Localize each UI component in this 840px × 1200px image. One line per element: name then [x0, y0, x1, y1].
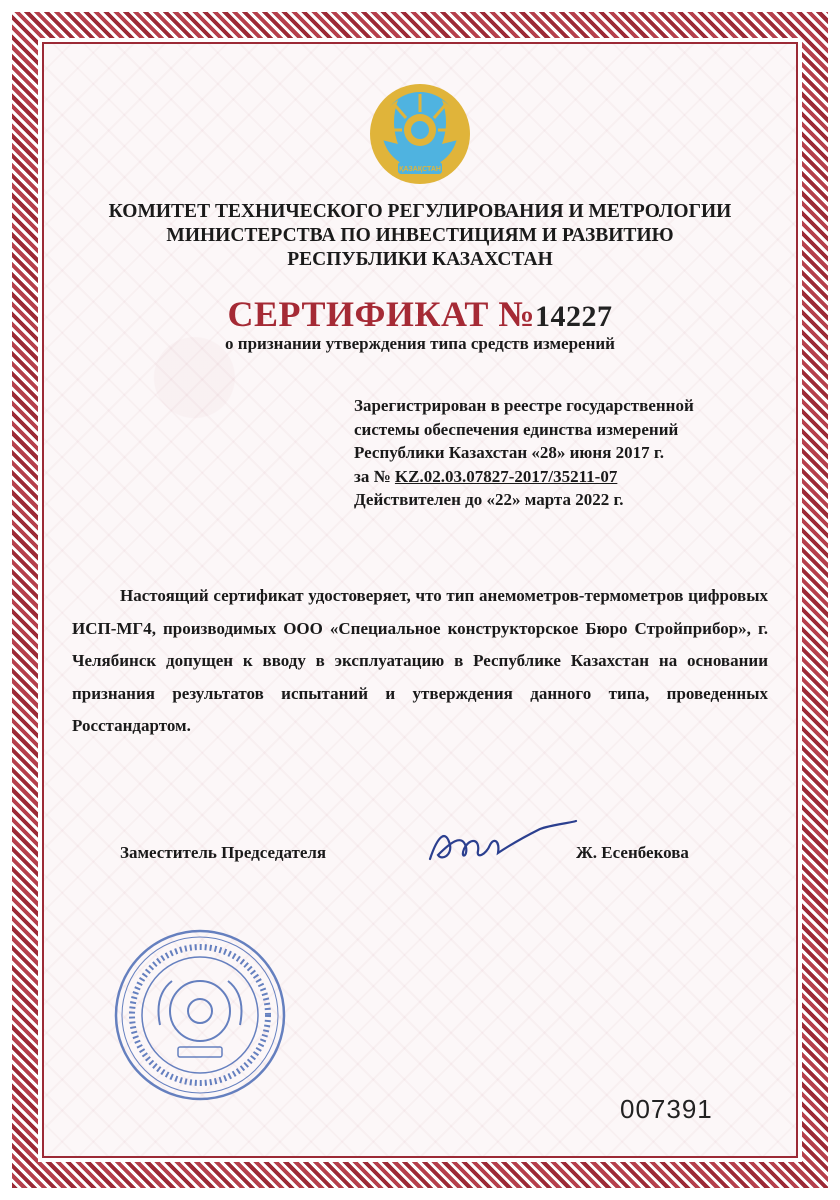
- registration-number-prefix: за №: [354, 466, 395, 486]
- handwritten-signature: [420, 815, 580, 875]
- certificate-body-text: Настоящий сертификат удостоверяет, что тип анемометров-термометров цифровых ИСП-МГ4, производимых ООО «Специальное конструкторское Бюро Стройприбор», г. Челябинск допущен к вводу в эксплуатацию в Республике Казахстан на основании признания результатов испытаний и утверждения данного типа, проведенных Росстандартом.: [72, 586, 768, 735]
- registration-line-1: Зарегистрирован в реестре государственной: [354, 396, 694, 415]
- registration-line-4: [354, 465, 794, 489]
- registration-line-3: Республики Казахстан «28» июня 2017 г.: [354, 443, 664, 462]
- signatory-position: Заместитель Председателя: [120, 843, 327, 862]
- registration-number: KZ.02.03.07827-2017/35211-07: [394, 466, 618, 486]
- serial-number: 007391: [620, 1094, 713, 1124]
- header-line-3: РЕСПУБЛИКИ КАЗАХСТАН: [287, 249, 553, 270]
- kazakhstan-coat-of-arms-icon: [368, 82, 472, 186]
- certificate-number: 14227: [535, 300, 613, 333]
- header-line-2: МИНИСТЕРСТВА ПО ИНВЕСТИЦИЯМ И РАЗВИТИЮ: [166, 225, 674, 246]
- validity-line: Действителен до «22» марта 2022 г.: [354, 490, 624, 509]
- signatory-name: Ж. Есенбекова: [576, 843, 689, 862]
- registration-line-2: системы обеспечения единства измерений: [354, 419, 679, 439]
- certificate-title: [40, 292, 800, 339]
- header-line-1: КОМИТЕТ ТЕХНИЧЕСКОГО РЕГУЛИРОВАНИЯ И МЕТРОЛОГИИ: [108, 201, 732, 222]
- official-round-seal-icon: [110, 925, 290, 1105]
- registration-block: [354, 394, 794, 512]
- svg-text:ҚАЗАҚСТАН: ҚАЗАҚСТАН: [399, 166, 441, 173]
- certificate-subtitle: о признании утверждения типа средств измерений: [225, 334, 615, 353]
- issuing-authority-header: [40, 200, 800, 272]
- certificate-label: СЕРТИФИКАТ №: [227, 294, 535, 334]
